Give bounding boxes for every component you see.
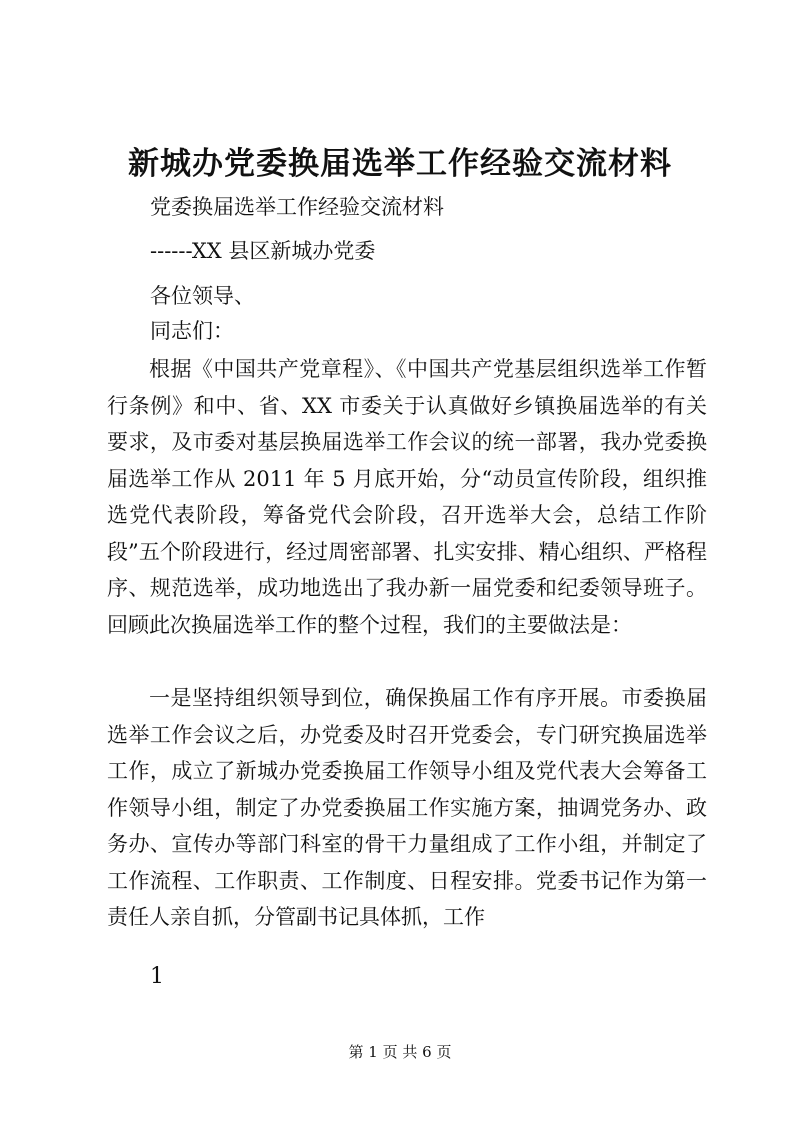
document-subtitle: 党委换届选举工作经验交流材料 <box>150 195 444 219</box>
page-number: 1 <box>150 964 164 989</box>
paragraph-intro: 根据《中国共产党章程》、《中国共产党基层组织选举工作暂行条例》和中、省、XX 市委关于认真做好乡镇换届选举的有关要求，及市委对基层换届选举工作会议的统一部署，我办党委换届选举工作从 2011 年 5 月底开始，分“动员宣传阶段，组织推选党代表阶段，筹备党代会阶段，召开选举大会，总结工作阶段”五个阶段进行，经过周密部署、扎实安排、精心组织、严格程序、规范选举，成功地选出了我办新一届党委和纪委领导班子。回顾此次换届选举工作的整个过程，我们的主要做法是： <box>107 357 707 637</box>
paragraph-point-one: 一是坚持组织领导到位，确保换届工作有序开展。市委换届选举工作会议之后，办党委及时召开党委会，专门研究换届选举工作，成立了新城办党委换届工作领导小组及党代表大会筹备工作领导小组，制定了办党委换届工作实施方案，抽调党务办、政务办、宣传办等部门科室的骨干力量组成了工作小组，并制定了工作流程、工作职责、工作制度、日程安排。党委书记作为第一责任人亲自抓，分管副书记具体抓，工作 <box>107 686 707 929</box>
document-title: 新城办党委换届选举工作经验交流材料 <box>128 146 672 182</box>
page-footer: 第 1 页 共 6 页 <box>348 1043 452 1061</box>
salutation-comrades: 同志们： <box>150 319 234 343</box>
author-line: ------XX 县区新城办党委 <box>150 239 376 263</box>
salutation-leaders: 各位领导、 <box>150 284 255 308</box>
